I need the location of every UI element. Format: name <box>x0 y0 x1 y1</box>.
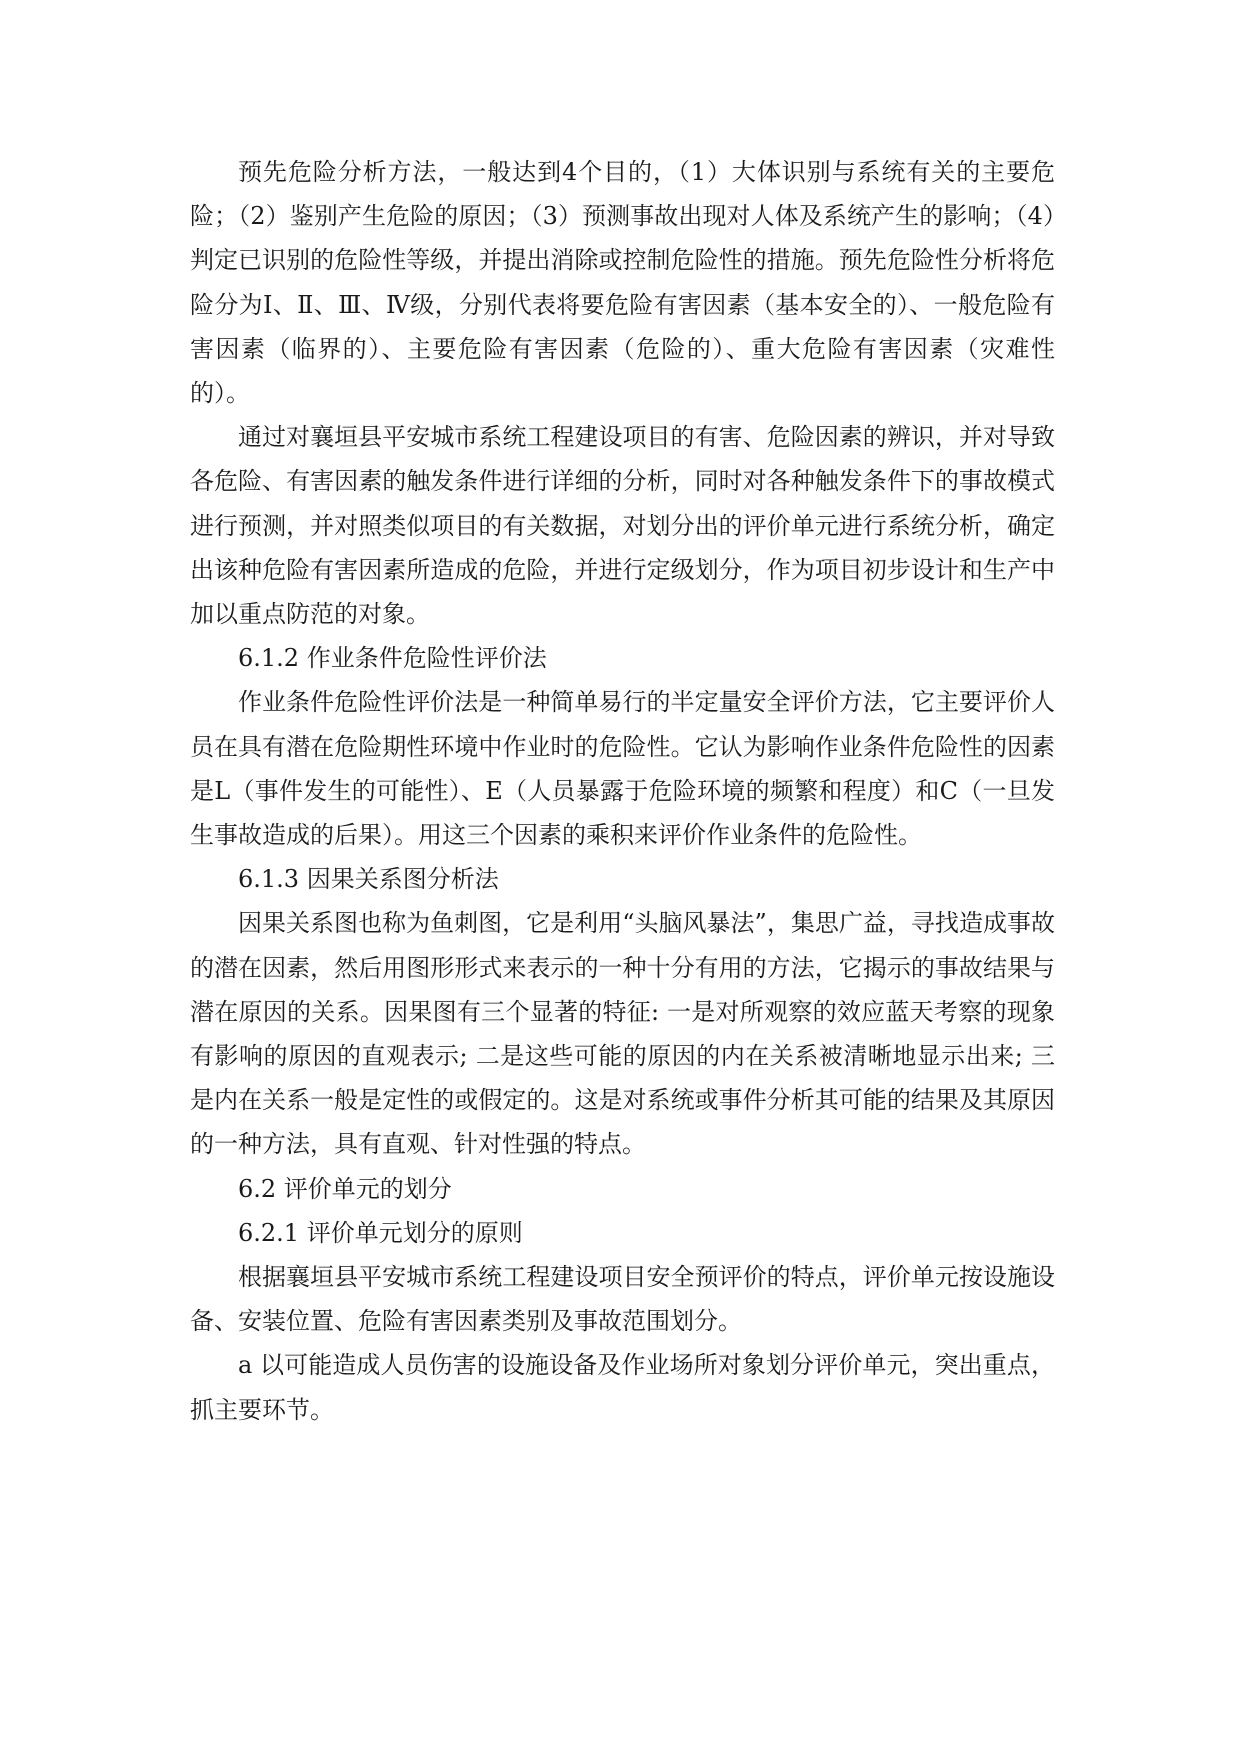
paragraph-principle-a: a 以可能造成人员伤害的设施设备及作业场所对象划分评价单元，突出重点，抓主要环节。 <box>190 1351 1055 1424</box>
heading-6-1-3: 6.1.3 因果关系图分析法 <box>238 865 499 894</box>
paragraph-unit-division-basis: 根据襄垣县平安城市系统工程建设项目安全预评价的特点，评价单元按设施设备、安装位置、危险有害因素类别及事故范围划分。 <box>190 1263 1055 1336</box>
document-body <box>190 150 1055 1432</box>
paragraph-fishbone-diagram: 因果关系图也称为鱼刺图，它是利用“头脑风暴法”，集思广益，寻找造成事故的潜在因素，然后用图形形式来表示的一种十分有用的方法，它揭示的事故结果与潜在原因的关系。因果图有三个显著的特征: 一是对所观察的效应蓝天考察的现象有影响的原因的直观表示; 二是这些可能的原因的内在关系被清晰地显示出来; 三是内在关系一般是定性的或假定的。这是对系统或事件分析其可能的结果及其原因的一种方法，具有直观、针对性强的特点。 <box>190 909 1055 1159</box>
paragraph-hazard-identification: 通过对襄垣县平安城市系统工程建设项目的有害、危险因素的辨识，并对导致各危险、有害因素的触发条件进行详细的分析，同时对各种触发条件下的事故模式进行预测，并对照类似项目的有关数据，对划分出的评价单元进行系统分析，确定出该种危险有害因素所造成的危险，并进行定级划分，作为项目初步设计和生产中加以重点防范的对象。 <box>190 423 1055 629</box>
heading-6-2-1: 6.2.1 评价单元划分的原则 <box>238 1218 523 1247</box>
heading-6-1-2: 6.1.2 作业条件危险性评价法 <box>238 644 547 673</box>
heading-6-2: 6.2 评价单元的划分 <box>238 1174 452 1203</box>
paragraph-preliminary-hazard-analysis: 预先危险分析方法，一般达到4个目的，（1）大体识别与系统有关的主要危险；（2）鉴别产生危险的原因；（3）预测事故出现对人体及系统产生的影响；（4）判定已识别的危险性等级，并提出消除或控制危险性的措施。预先危险性分析将危险分为Ⅰ、Ⅱ、Ⅲ、Ⅳ级，分别代表将要危险有害因素（基本安全的）、一般危险有害因素（临界的）、主要危险有害因素（危险的）、重大危险有害因素（灾难性的）。 <box>190 158 1055 408</box>
paragraph-lec-method: 作业条件危险性评价法是一种简单易行的半定量安全评价方法，它主要评价人员在具有潜在危险期性环境中作业时的危险性。它认为影响作业条件危险性的因素是L（事件发生的可能性）、E（人员暴露于危险环境的频繁和程度）和C（一旦发生事故造成的后果）。用这三个因素的乘积来评价作业条件的危险性。 <box>190 688 1055 850</box>
